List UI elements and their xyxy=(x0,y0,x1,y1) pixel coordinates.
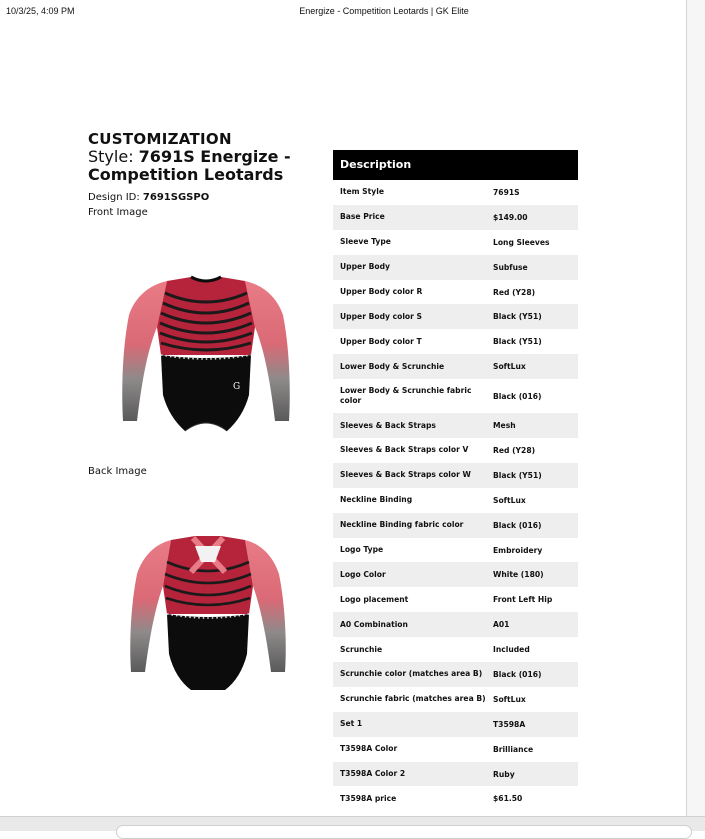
design-id-value: 7691SGSPO xyxy=(142,192,210,203)
description-row xyxy=(333,662,578,687)
description-row-value: T3598A xyxy=(493,719,526,729)
description-row-value: Black (Y51) xyxy=(493,312,542,322)
description-row xyxy=(333,180,578,205)
description-row xyxy=(333,488,578,513)
description-row-value: Black (016) xyxy=(493,520,542,530)
description-row xyxy=(333,354,578,379)
description-row-value: Mesh xyxy=(493,421,516,431)
description-row-key: Sleeves & Back Straps xyxy=(340,420,436,430)
back-image-label: Back Image xyxy=(88,466,147,477)
description-row xyxy=(333,612,578,637)
description-table xyxy=(333,150,578,811)
description-row xyxy=(333,637,578,662)
description-row-key: Scrunchie color (matches area B) xyxy=(340,669,483,679)
style-title-line1 xyxy=(88,148,291,166)
description-row xyxy=(333,513,578,538)
style-label: Style: xyxy=(88,147,134,166)
design-id-line xyxy=(88,192,209,203)
customization-heading: CUSTOMIZATION xyxy=(88,130,232,148)
description-row-key: Scrunchie xyxy=(340,644,383,654)
description-row-key: Upper Body color T xyxy=(340,336,422,346)
description-row-key: Lower Body & Scrunchie fabric color xyxy=(340,386,472,406)
description-row xyxy=(333,562,578,587)
design-id-label: Design ID: xyxy=(88,192,140,203)
description-row-value: Subfuse xyxy=(493,262,528,272)
description-row-value: $61.50 xyxy=(493,794,523,804)
description-row-value: Black (Y51) xyxy=(493,337,542,347)
description-row xyxy=(333,438,578,463)
style-title-line2: Competition Leotards xyxy=(88,165,284,184)
description-row-value: White (180) xyxy=(493,570,544,580)
description-row-key: Base Price xyxy=(340,212,385,222)
front-image-label: Front Image xyxy=(88,207,148,218)
description-row xyxy=(333,255,578,280)
description-row-key: Set 1 xyxy=(340,719,363,729)
leotard-front-image xyxy=(115,275,297,437)
description-row-value: Red (Y28) xyxy=(493,445,536,455)
description-row-value: SoftLux xyxy=(493,362,526,372)
description-row-value: Black (016) xyxy=(493,391,542,401)
description-row-key: Sleeve Type xyxy=(340,237,391,247)
description-row-key: Upper Body color S xyxy=(340,311,423,321)
description-table-header: Description xyxy=(333,150,578,180)
description-row-value: Long Sleeves xyxy=(493,237,550,247)
description-row-value: SoftLux xyxy=(493,694,526,704)
description-row-key: T3598A price xyxy=(340,793,397,803)
description-row xyxy=(333,230,578,255)
description-row xyxy=(333,463,578,488)
description-row-value: Front Left Hip xyxy=(493,595,553,605)
description-row xyxy=(333,538,578,563)
description-row-key: Lower Body & Scrunchie xyxy=(340,361,445,371)
description-row-key: A0 Combination xyxy=(340,619,408,629)
svg-text:G: G xyxy=(233,382,241,392)
description-row-key: Upper Body color R xyxy=(340,287,423,296)
description-row-key: Upper Body xyxy=(340,262,390,272)
description-row-value: A01 xyxy=(493,620,510,630)
description-row-key: Neckline Binding xyxy=(340,495,413,505)
description-row-value: Ruby xyxy=(493,769,515,779)
description-row xyxy=(333,762,578,787)
description-row-value: 7691S xyxy=(493,187,520,197)
description-row xyxy=(333,587,578,612)
description-row xyxy=(333,737,578,762)
description-row-value: Black (016) xyxy=(493,669,542,679)
description-row-key: Logo placement xyxy=(340,594,409,604)
description-row-key: Scrunchie fabric (matches area B) xyxy=(340,694,486,704)
description-row xyxy=(333,687,578,712)
description-row-key: Sleeves & Back Straps color W xyxy=(340,470,471,480)
description-row-key: Logo Type xyxy=(340,545,384,555)
print-timestamp: 10/3/25, 4:09 PM xyxy=(6,6,75,16)
description-row-value: Black (Y51) xyxy=(493,470,542,480)
description-row-key: Neckline Binding fabric color xyxy=(340,520,464,530)
vertical-scrollbar[interactable] xyxy=(687,0,705,816)
description-row-key: Sleeves & Back Straps color V xyxy=(340,445,469,455)
description-row-value: Red (Y28) xyxy=(493,287,536,297)
description-row xyxy=(333,413,578,438)
description-row xyxy=(333,712,578,737)
description-row xyxy=(333,329,578,354)
print-page-title: Energize - Competition Leotards | GK Elite xyxy=(299,6,469,16)
description-row-key: T3598A Color xyxy=(340,744,398,754)
description-row xyxy=(333,280,578,305)
description-row-value: $149.00 xyxy=(493,212,528,222)
description-row xyxy=(333,379,578,413)
description-row-value: SoftLux xyxy=(493,495,526,505)
description-row-key: T3598A Color 2 xyxy=(340,769,406,779)
description-row-value: Included xyxy=(493,645,530,655)
description-row-value: Embroidery xyxy=(493,545,543,555)
description-row xyxy=(333,304,578,329)
description-rows xyxy=(333,180,578,811)
description-row-value: Brilliance xyxy=(493,744,534,754)
description-row-key: Item Style xyxy=(340,187,384,197)
description-row xyxy=(333,786,578,811)
style-value-line1: 7691S Energize - xyxy=(138,147,291,166)
description-row-key: Logo Color xyxy=(340,569,386,579)
bottom-toolbar-pill[interactable] xyxy=(116,825,692,839)
leotard-back-image xyxy=(125,532,291,698)
description-row xyxy=(333,205,578,230)
